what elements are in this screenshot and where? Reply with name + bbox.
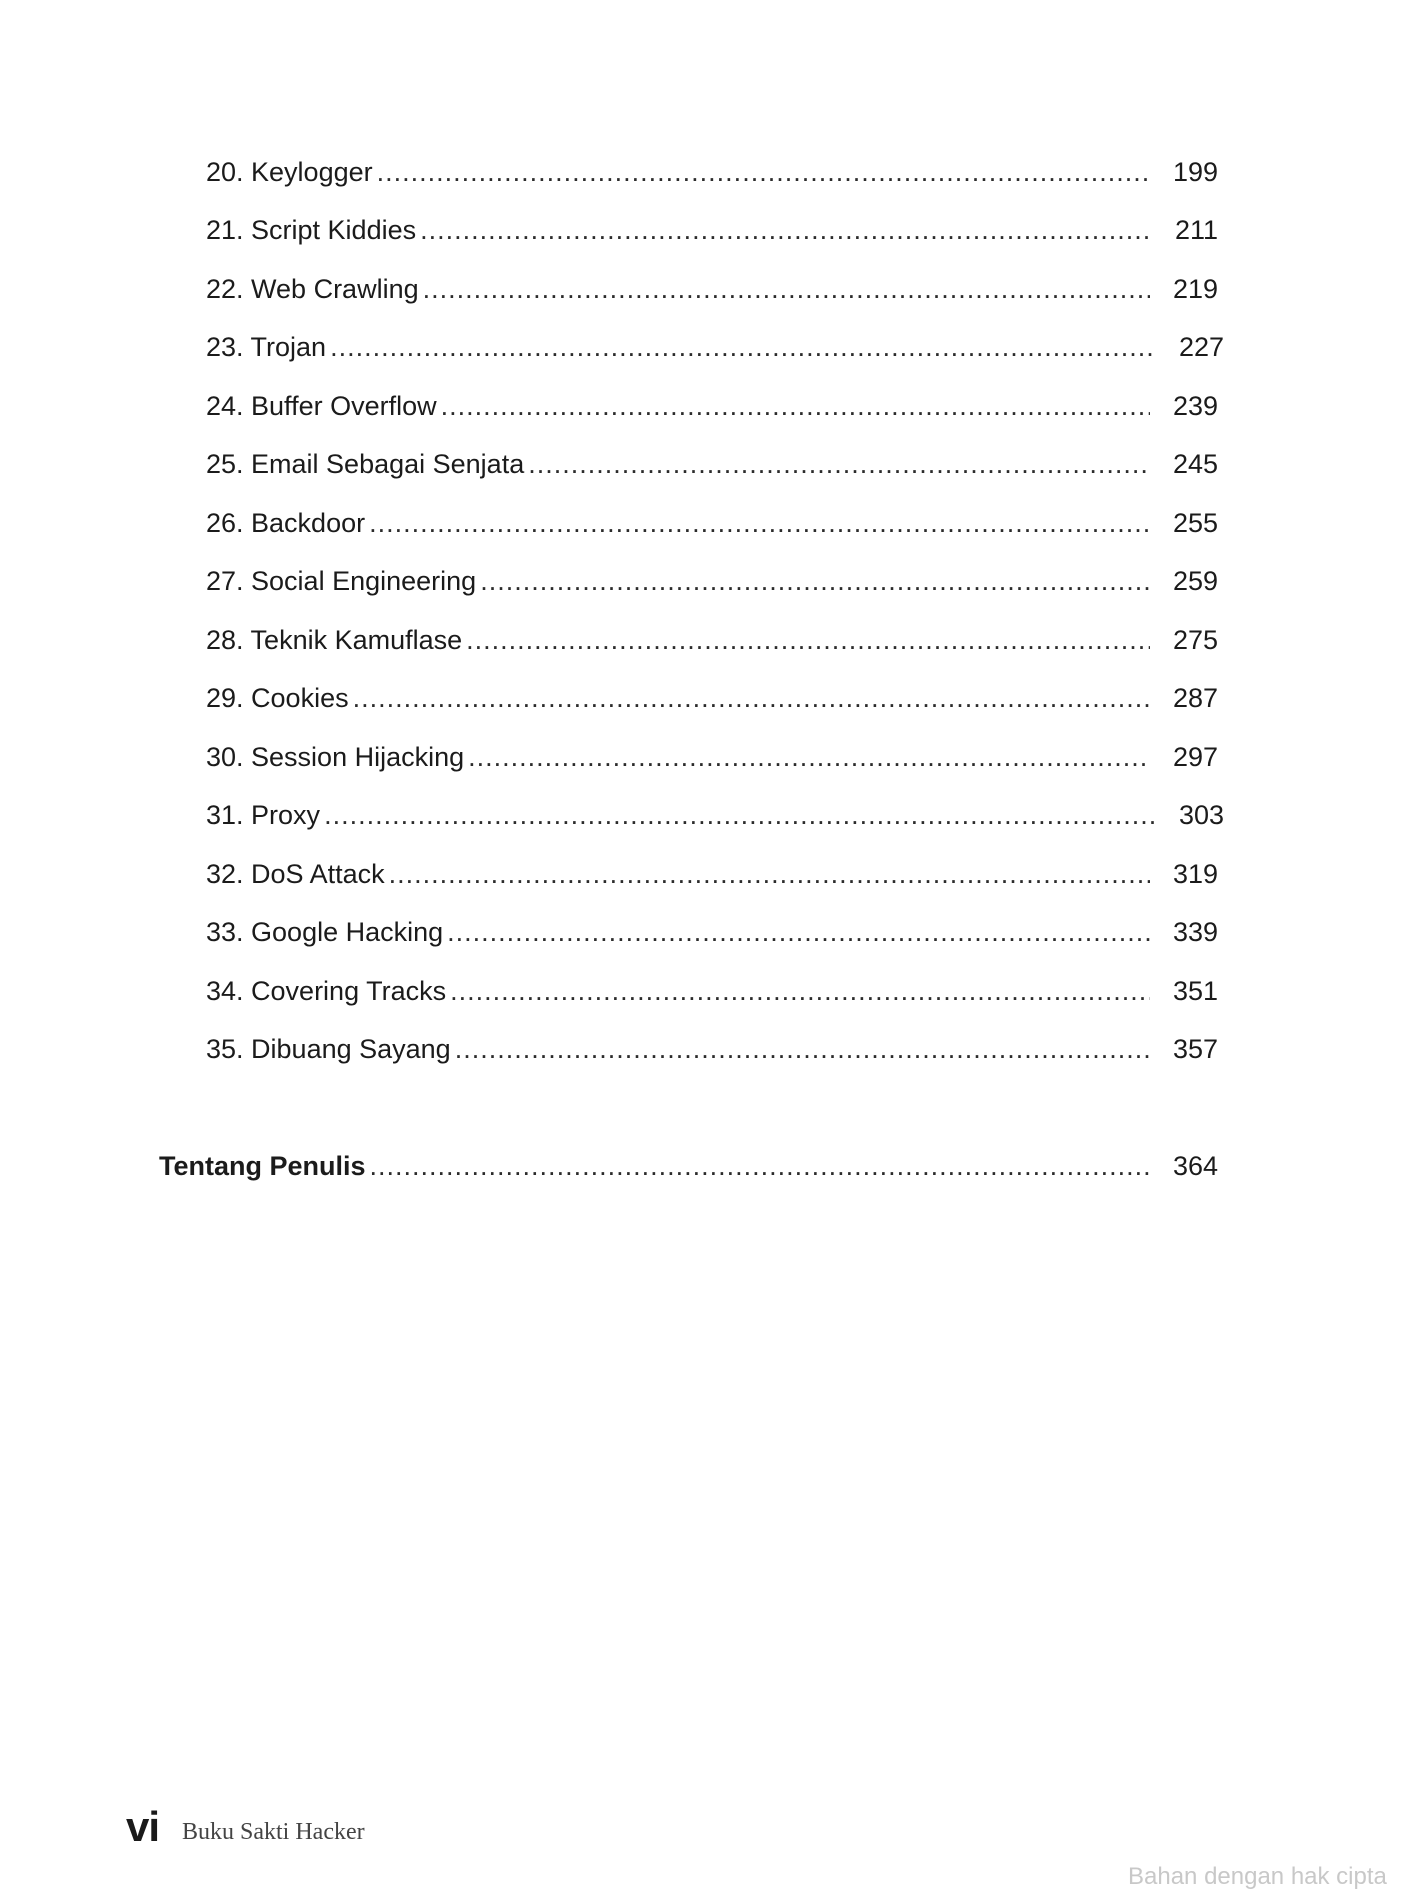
dot-leader (353, 681, 1150, 715)
toc-entry-title: 20. Keylogger (206, 157, 373, 187)
toc-entry (206, 740, 1218, 774)
toc-entry-title: 33. Google Hacking (206, 917, 444, 947)
toc-entry-title: 35. Dibuang Sayang (206, 1034, 451, 1064)
toc-entry (206, 447, 1218, 481)
toc-entry-title: 34. Covering Tracks (206, 976, 447, 1006)
toc-entry-page: 211 (1174, 215, 1218, 245)
toc-entry-page: 199 (1172, 157, 1218, 187)
toc-entry-page: 239 (1172, 391, 1218, 421)
toc-entry (206, 798, 1224, 832)
toc-entry-page: 297 (1172, 742, 1218, 772)
dot-leader (450, 974, 1150, 1008)
toc-entry (206, 506, 1218, 540)
toc-entry-title: 26. Backdoor (206, 508, 366, 538)
toc-entry-title: 25. Email Sebagai Senjata (206, 449, 525, 479)
dot-leader (480, 564, 1150, 598)
toc-entry-page: 351 (1172, 976, 1218, 1006)
toc-entry (206, 213, 1218, 247)
toc-entry (206, 623, 1218, 657)
toc-entry (206, 272, 1218, 306)
toc-entry-title: Tentang Penulis (159, 1151, 366, 1181)
toc-entry (206, 857, 1218, 891)
toc-entry-title: 23. Trojan (206, 332, 327, 362)
dot-leader (369, 506, 1150, 540)
toc-entry (206, 330, 1224, 364)
toc-entry-page: 227 (1178, 332, 1224, 362)
dot-leader (420, 213, 1150, 247)
toc-entry (206, 681, 1218, 715)
toc-entry (206, 564, 1218, 598)
toc-entry-page: 287 (1172, 683, 1218, 713)
toc-entry-page: 219 (1172, 274, 1218, 304)
dot-leader (377, 155, 1150, 189)
toc-entry-title: 31. Proxy (206, 800, 321, 830)
toc-entry-title: 21. Script Kiddies (206, 215, 417, 245)
toc-entry-page: 255 (1172, 508, 1218, 538)
toc-entry-title: 29. Cookies (206, 683, 349, 713)
toc-entry-page: 319 (1172, 859, 1218, 889)
dot-leader (330, 330, 1156, 364)
toc-entry (206, 915, 1218, 949)
toc-entry-title: 28. Teknik Kamuflase (206, 625, 463, 655)
toc-entry (206, 155, 1218, 189)
dot-leader (455, 1032, 1150, 1066)
toc-entry (206, 1032, 1218, 1066)
dot-leader (370, 1149, 1150, 1183)
dot-leader (389, 857, 1150, 891)
toc-entry-page: 259 (1172, 566, 1218, 596)
running-footer-title: Buku Sakti Hacker (182, 1819, 365, 1845)
dot-leader (447, 915, 1150, 949)
toc-entry (206, 974, 1218, 1008)
page-number: vi (126, 1803, 160, 1850)
toc-entry-title: 22. Web Crawling (206, 274, 419, 304)
toc-entry-page: 275 (1172, 625, 1218, 655)
dot-leader (423, 272, 1150, 306)
toc-entry-title: 27. Social Engineering (206, 566, 477, 596)
dot-leader (441, 389, 1150, 423)
dot-leader (324, 798, 1156, 832)
toc-entry-title: 30. Session Hijacking (206, 742, 465, 772)
toc-entry-page: 339 (1172, 917, 1218, 947)
toc-entry-page: 303 (1178, 800, 1224, 830)
dot-leader (466, 623, 1150, 657)
dot-leader (528, 447, 1150, 481)
toc-entry-page: 245 (1172, 449, 1218, 479)
toc-entry-title: 32. DoS Attack (206, 859, 385, 889)
toc-entry-title: 24. Buffer Overflow (206, 391, 437, 421)
toc-entry (206, 389, 1218, 423)
toc-entry-author (159, 1149, 1218, 1183)
toc-entry-page: 364 (1172, 1151, 1218, 1181)
dot-leader (468, 740, 1150, 774)
toc-entry-page: 357 (1172, 1034, 1218, 1064)
copyright-watermark: Bahan dengan hak cipta (1128, 1863, 1387, 1890)
